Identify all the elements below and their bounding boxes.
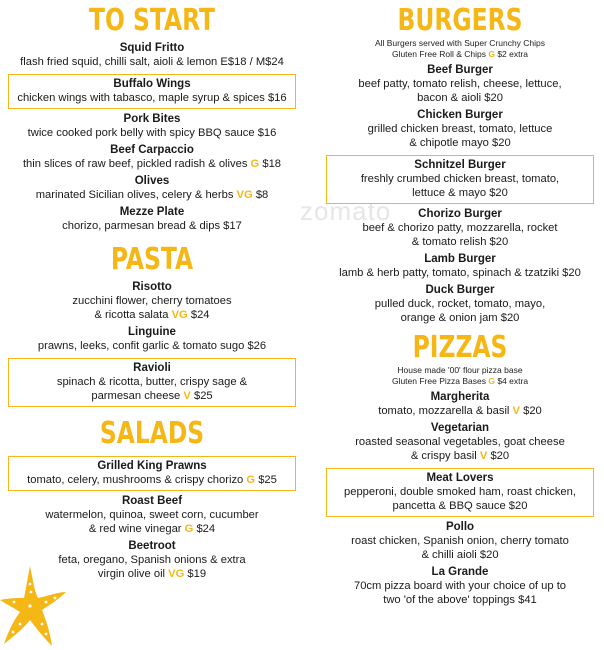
menu-item-name: Mezze Plate	[119, 206, 185, 218]
menu-item-description: beef patty, tomato relish, cheese, lettuce, bacon & aioli $20	[358, 78, 562, 104]
section-title: TO START	[88, 3, 216, 38]
menu-item-name: Vegetarian	[430, 422, 490, 434]
menu-item-name: Roast Beef	[121, 495, 183, 507]
menu-item	[8, 143, 296, 171]
watermark: zomato	[300, 196, 392, 226]
menu-item-description: roast chicken, Spanish onion, cherry tomato & chilli aioli $20	[351, 535, 569, 561]
section-title: BURGERS	[397, 3, 523, 38]
menu-item	[8, 456, 296, 491]
menu-item-name: La Grande	[431, 566, 489, 578]
menu-item-name: Ravioli	[133, 362, 171, 374]
menu-item	[8, 539, 296, 581]
section-subtitle: House made '00' flour pizza base Gluten Free Pizza Bases G $4 extra	[391, 365, 529, 386]
section-title: PIZZAS	[412, 330, 508, 365]
menu-item	[8, 205, 296, 233]
menu-item	[8, 112, 296, 140]
menu-item	[8, 358, 296, 407]
menu-item	[326, 421, 594, 463]
menu-item-description: feta, oregano, Spanish onions & extra virgin olive oil VG $19	[58, 554, 246, 580]
diet-tag: G	[488, 49, 495, 59]
menu-item	[326, 390, 594, 418]
menu-item-description: grilled chicken breast, tomato, lettuce & chipotle mayo $20	[367, 123, 553, 149]
menu-item-name: Margherita	[430, 391, 490, 403]
menu-item-description: roasted seasonal vegetables, goat cheese & crispy basil V $20	[355, 436, 565, 462]
menu-item-description: pepperoni, double smoked ham, roast chicken, pancetta & BBQ sauce $20	[344, 486, 576, 512]
menu-item-name: Squid Fritto	[119, 42, 185, 54]
menu-item-description: flash fried squid, chilli salt, aioli & lemon E$18 / M$24	[20, 56, 284, 68]
menu-item-name: Pork Bites	[123, 113, 181, 125]
menu-item-description: tomato, celery, mushrooms & crispy chorizo G $25	[27, 474, 277, 486]
diet-tag: G	[250, 158, 260, 170]
menu-item	[8, 174, 296, 202]
menu-item	[326, 468, 594, 517]
menu-item-description: tomato, mozzarella & basil V $20	[378, 405, 542, 417]
menu-item-name: Grilled King Prawns	[97, 460, 207, 472]
menu-item-name: Pollo	[445, 521, 475, 533]
menu-item	[326, 520, 594, 562]
diet-tag: G	[488, 376, 495, 386]
menu-item	[8, 280, 296, 322]
menu-item-name: Buffalo Wings	[113, 78, 191, 90]
menu-item	[326, 155, 594, 204]
menu-item-name: Olives	[134, 175, 170, 187]
left-column	[8, 0, 296, 581]
menu-item-description: chorizo, parmesan bread & dips $17	[62, 220, 242, 232]
menu-item-description: pulled duck, rocket, tomato, mayo, orange & onion jam $20	[374, 298, 546, 324]
menu-item	[8, 41, 296, 69]
menu-item	[326, 283, 594, 325]
menu-item-description: lamb & herb patty, tomato, spinach & tzatziki $20	[339, 267, 581, 279]
pizzas-section	[326, 331, 594, 607]
diet-tag: VG	[236, 189, 253, 201]
menu-item-name: Duck Burger	[425, 284, 495, 296]
menu-item-description: prawns, leeks, confit garlic & tomato sugo $26	[37, 340, 267, 352]
diet-tag: V	[479, 450, 488, 462]
menu-item-description: beef & chorizo patty, mozzarella, rocket & tomato relish $20	[362, 222, 558, 248]
menu-item-name: Schnitzel Burger	[414, 159, 506, 171]
to-start-section	[8, 4, 296, 233]
menu-item-name: Beef Carpaccio	[110, 144, 194, 156]
diet-tag: G	[246, 474, 256, 486]
right-column	[326, 0, 594, 607]
menu-item-name: Linguine	[128, 326, 176, 338]
menu-item-description: freshly crumbed chicken breast, tomato, lettuce & mayo $20	[360, 173, 560, 199]
diet-tag: VG	[168, 568, 185, 580]
menu-item-description: marinated Sicilian olives, celery & herbs VG $8	[35, 189, 269, 201]
menu-item-description: chicken wings with tabasco, maple syrup & spices $16	[17, 92, 287, 104]
pasta-section	[8, 243, 296, 407]
menu-item-description: twice cooked pork belly with spicy BBQ sauce $16	[27, 127, 277, 139]
menu-item-name: Risotto	[132, 281, 172, 293]
menu-item-description: spinach & ricotta, butter, crispy sage & parmesan cheese V $25	[56, 376, 248, 402]
menu-item-name: Meat Lovers	[426, 472, 494, 484]
menu-item	[326, 108, 594, 150]
menu-item	[326, 63, 594, 105]
section-subtitle: All Burgers served with Super Crunchy Chips Gluten Free Roll & Chips G $2 extra	[374, 38, 546, 59]
menu-item-name: Beetroot	[128, 540, 176, 552]
menu-item-name: Chorizo Burger	[418, 208, 502, 220]
diet-tag: G	[184, 523, 194, 535]
menu-item	[8, 494, 296, 536]
menu-item	[326, 252, 594, 280]
menu-item	[8, 74, 296, 109]
menu-item-description: watermelon, quinoa, sweet corn, cucumber & red wine vinegar G $24	[45, 509, 259, 535]
burgers-section	[326, 4, 594, 325]
menu-item	[326, 207, 594, 249]
diet-tag: V	[183, 390, 191, 402]
menu-item-name: Lamb Burger	[424, 253, 496, 265]
menu-item-description: zucchini flower, cherry tomatoes & ricotta salata VG $24	[72, 295, 232, 321]
menu-item-name: Chicken Burger	[417, 109, 503, 121]
menu-item	[326, 565, 594, 607]
menu-item-name: Beef Burger	[427, 64, 493, 76]
salads-section	[8, 417, 296, 581]
diet-tag: V	[512, 405, 520, 417]
menu-item-description: 70cm pizza board with your choice of up to two 'of the above' toppings $41	[353, 580, 567, 606]
menu-item	[8, 325, 296, 353]
section-title: PASTA	[110, 242, 194, 277]
section-title: SALADS	[99, 416, 205, 451]
menu-item-description: thin slices of raw beef, pickled radish & olives G $18	[22, 158, 282, 170]
diet-tag: VG	[171, 309, 188, 321]
